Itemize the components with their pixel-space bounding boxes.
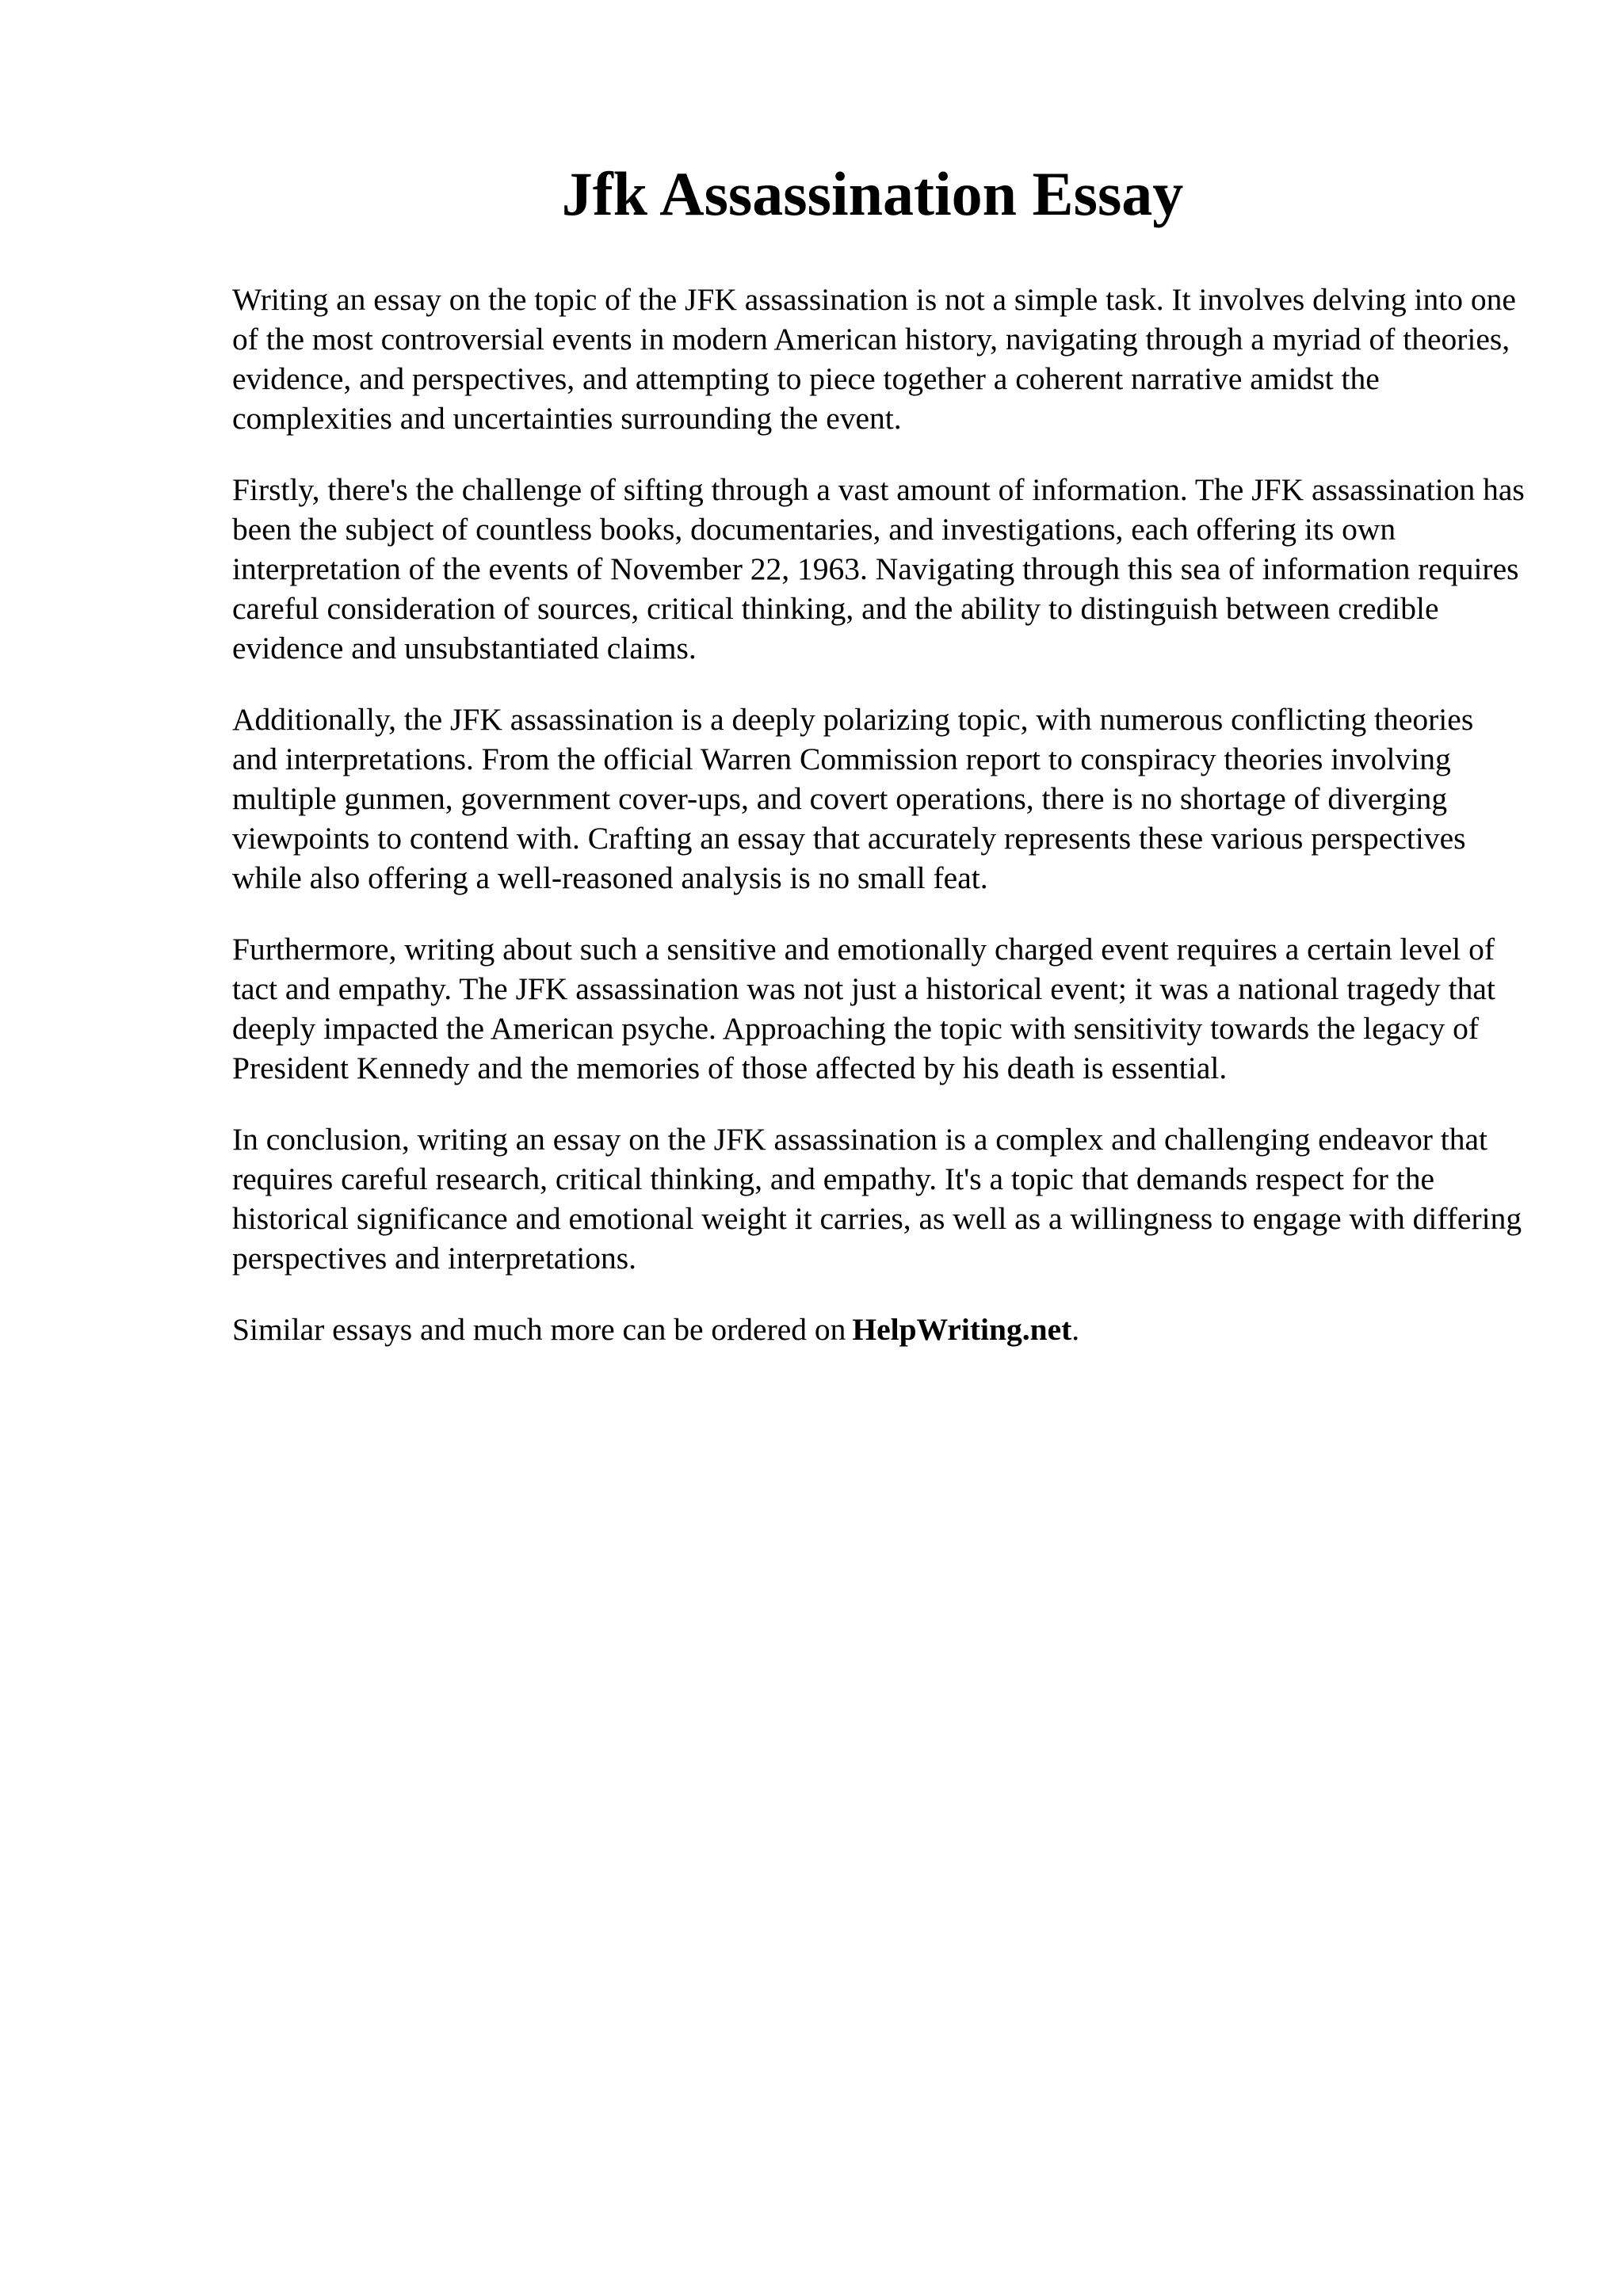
paragraph-sensitivity: Furthermore, writing about such a sensitive and emotionally charged event requires a certain level of tact and empathy. The JFK assassination was not just a historical event; it was a national tragedy that deeply impacted the American psyche. Approaching the topic with sensitivity towards the legacy of President Kennedy and the memories of those affected by his death is essential. [232,932,1495,1085]
brand-link[interactable]: HelpWriting.net [852,1312,1072,1347]
document-body [232,154,1526,1349]
paragraph-conclusion: In conclusion, writing an essay on the JFK assassination is a complex and challenging endeavor that requires careful research, critical thinking, and empathy. It's a topic that demands respect for the historical significance and emotional weight it carries, as well as a willingness to engage with differing perspectives and interpretations. [232,1122,1522,1276]
page-title: Jfk Assassination Essay [561,159,1184,228]
footer-period: . [1071,1312,1080,1347]
footer-line [232,1310,1526,1349]
paragraph-polarizing: Additionally, the JFK assassination is a deeply polarizing topic, with numerous conflicting theories and interpretations. From the official Warren Commission report to conspiracy theories involving multiple gunmen, government cover-ups, and covert operations, there is no shortage of diverging viewpoints to contend with. Crafting an essay that accurately represents these various perspectives while also offering a well-reasoned analysis is no small feat. [232,702,1474,895]
footer-text: Similar essays and much more can be ordered on [232,1312,846,1347]
paragraph-information: Firstly, there's the challenge of sifting through a vast amount of information. The JFK assassination has been the subject of countless books, documentaries, and investigations, each offering its own interpretation of the events of November 22, 1963. Navigating through this sea of information requires careful consideration of sources, critical thinking, and the ability to distinguish between credible evidence and unsubstantiated claims. [232,472,1525,666]
paragraph-intro: Writing an essay on the topic of the JFK assassination is not a simple task. It involves delving into one of the most controversial events in modern American history, navigating through a myriad of theories, evidence, and perspectives, and attempting to piece together a coherent narrative amidst the complexities and uncertainties surrounding the event. [232,282,1516,436]
